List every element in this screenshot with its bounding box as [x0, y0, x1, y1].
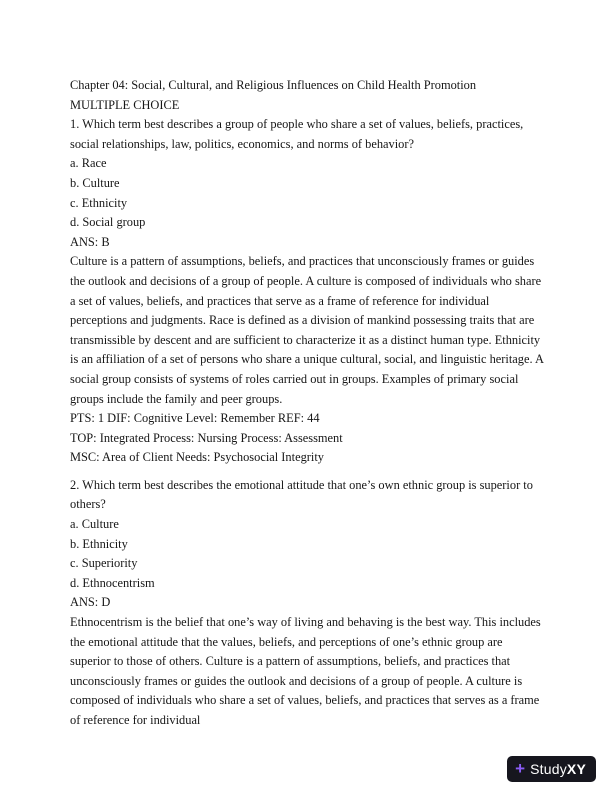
- studyxy-logo-text: [530, 761, 586, 777]
- question-1-option-d: d. Social group: [70, 215, 146, 230]
- meta-top-line: TOP: Integrated Process: Nursing Process: Assessment: [70, 430, 343, 445]
- plus-icon: +: [515, 758, 526, 778]
- question-1-rationale: Culture is a pattern of assumptions, beliefs, and practices that unconsciously frames or guides the outlook and decisions of a group of people. A culture is composed of individuals who share a set of values, beliefs, and practices that serve as a frame of reference for individual perceptions and judgments. Race is defined as a division of mankind possessing traits that are transmissible by descent and are sufficient to characterize it as a distinct human type. Ethnicity is an affiliation of a set of persons who share a unique cultural, social, and linguistic heritage. A social group consists of systems of roles carried out in groups. Examples of primary social groups include the family and peer groups.: [70, 254, 544, 406]
- question-2-stem: 2. Which term best describes the emotional attitude that one’s own ethnic group is superior to others?: [70, 477, 533, 512]
- question-2-option-b: b. Ethnicity: [70, 536, 128, 551]
- question-2-option-c: c. Superiority: [70, 556, 138, 571]
- document-content: [70, 76, 544, 731]
- question-2-option-d: d. Ethnocentrism: [70, 575, 155, 590]
- question-2-block: [70, 476, 544, 731]
- question-1-option-c: c. Ethnicity: [70, 195, 128, 210]
- question-1-block: [70, 115, 544, 468]
- section-heading: MULTIPLE CHOICE: [70, 97, 180, 112]
- question-2-option-a: a. Culture: [70, 517, 119, 532]
- meta-pts-line: PTS: 1 DIF: Cognitive Level: Remember REF: 44: [70, 411, 320, 426]
- question-1-stem: 1. Which term best describes a group of people who share a set of values, beliefs, practices, social relationships, law, politics, economics, and norms of behavior?: [70, 117, 524, 151]
- studyxy-logo: [507, 756, 596, 782]
- question-2-rationale: Ethnocentrism is the belief that one’s way of living and behaving is the best way. This includes the emotional attitude that the values, beliefs, and perceptions of one’s ethnic group are superior to those of others. Culture is a pattern of assumptions, beliefs, and practices that unconsciously frames or guides the outlook and decisions of a group of people. A culture is composed of individuals who share a set of values, beliefs, and practices that serves as a frame of reference for individual: [70, 615, 541, 727]
- question-1-answer: ANS: B: [70, 234, 110, 249]
- logo-text-xy: XY: [566, 761, 586, 777]
- question-1-option-b: b. Culture: [70, 175, 120, 190]
- question-1-option-a: a. Race: [70, 156, 107, 171]
- logo-text-study: Study: [530, 761, 567, 777]
- question-2-answer: ANS: D: [70, 595, 111, 610]
- question-1-meta: [70, 409, 544, 468]
- chapter-title: Chapter 04: Social, Cultural, and Religious Influences on Child Health Promotion: [70, 78, 477, 92]
- meta-msc-line: MSC: Area of Client Needs: Psychosocial Integrity: [70, 450, 324, 465]
